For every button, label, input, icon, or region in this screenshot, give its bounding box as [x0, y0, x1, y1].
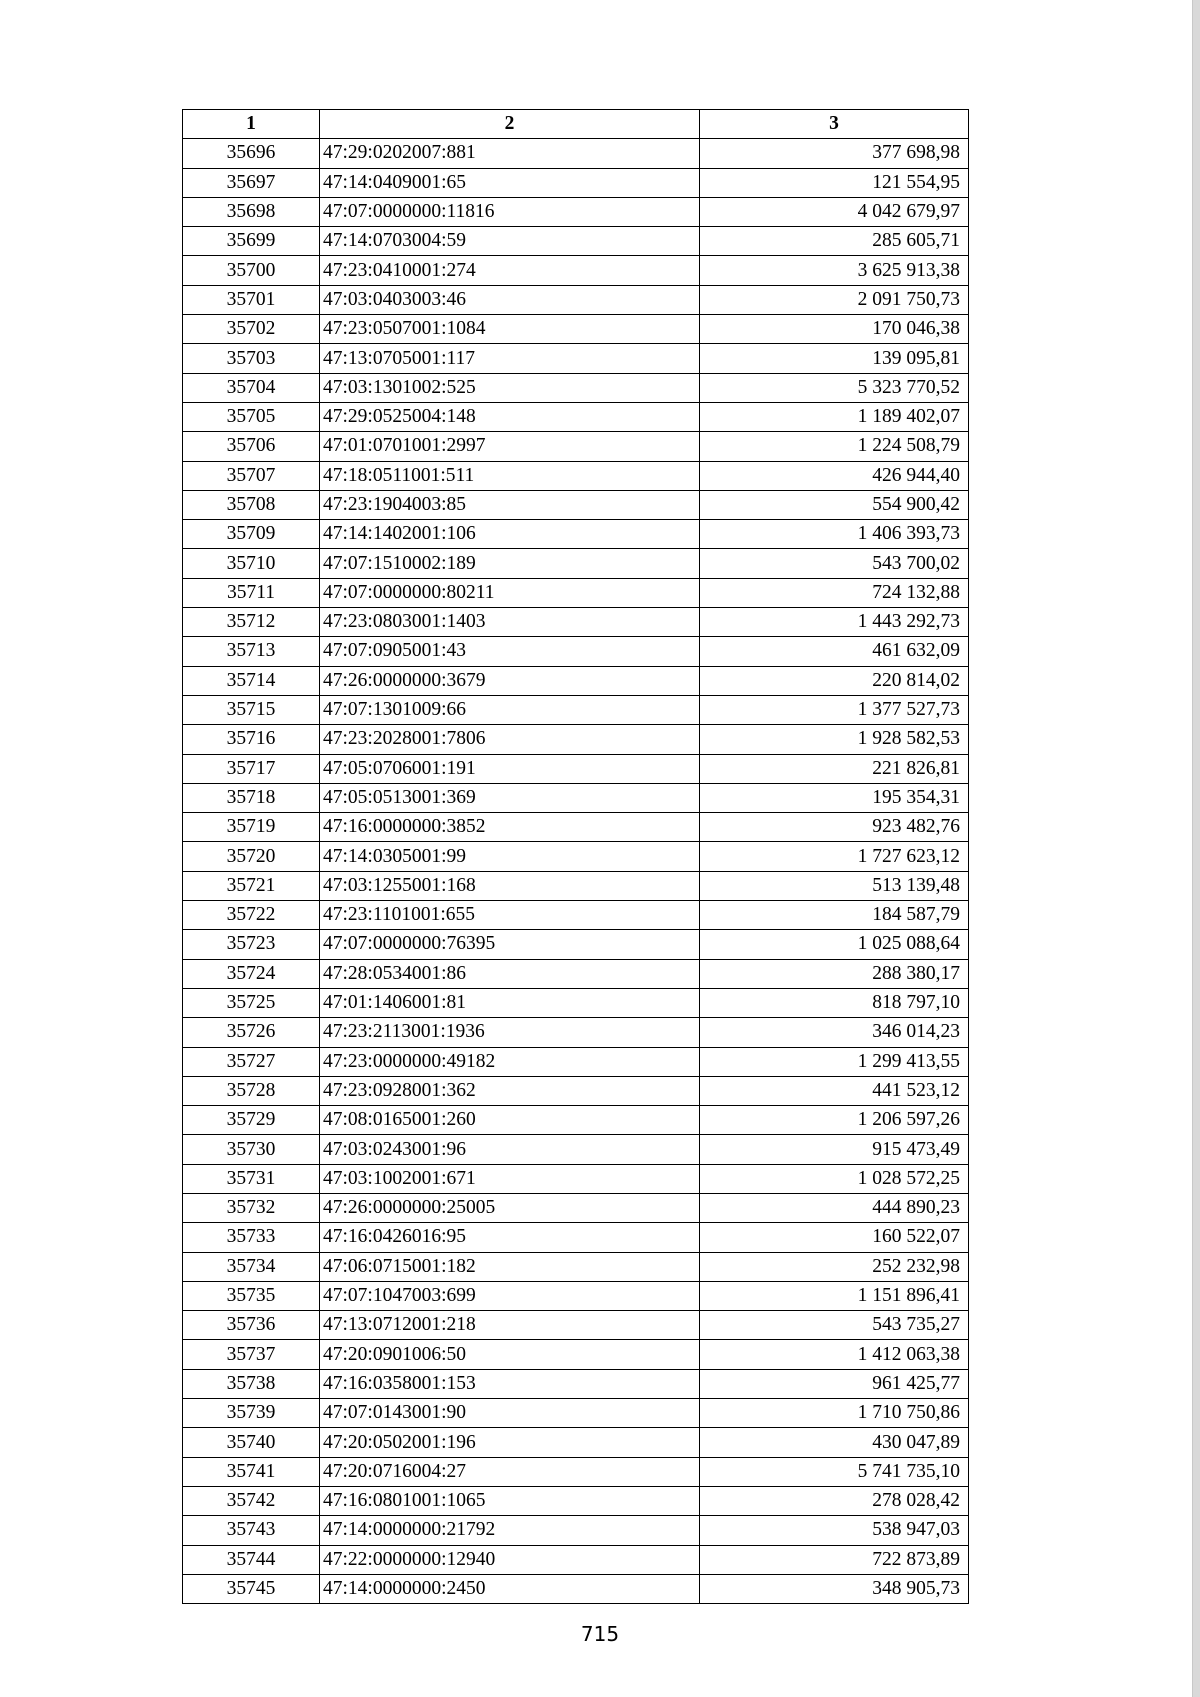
row-number-cell: 35717: [183, 754, 320, 783]
value-cell: 278 028,42: [700, 1486, 969, 1515]
table-row: [183, 315, 969, 344]
table-row: [183, 959, 969, 988]
row-number-cell: 35741: [183, 1457, 320, 1486]
column-header-1: 1: [183, 110, 320, 139]
cadastral-number-cell: 47:14:0305001:99: [320, 842, 700, 871]
value-cell: 724 132,88: [700, 578, 969, 607]
value-cell: 1 028 572,25: [700, 1164, 969, 1193]
table-row: [183, 197, 969, 226]
table-header-row: [183, 110, 969, 139]
cadastral-number-cell: 47:01:0701001:2997: [320, 432, 700, 461]
value-cell: 1 377 527,73: [700, 695, 969, 724]
value-cell: 3 625 913,38: [700, 256, 969, 285]
table-row: [183, 1281, 969, 1310]
value-cell: 1 206 597,26: [700, 1106, 969, 1135]
row-number-cell: 35707: [183, 461, 320, 490]
value-cell: 5 741 735,10: [700, 1457, 969, 1486]
row-number-cell: 35742: [183, 1486, 320, 1515]
row-number-cell: 35712: [183, 608, 320, 637]
value-cell: 139 095,81: [700, 344, 969, 373]
value-cell: 513 139,48: [700, 871, 969, 900]
cadastral-number-cell: 47:05:0706001:191: [320, 754, 700, 783]
cadastral-number-cell: 47:07:1301009:66: [320, 695, 700, 724]
table-row: [183, 1428, 969, 1457]
row-number-cell: 35697: [183, 168, 320, 197]
row-number-cell: 35705: [183, 402, 320, 431]
table-row: [183, 725, 969, 754]
table-row: [183, 1164, 969, 1193]
page-number: 715: [580, 1622, 620, 1646]
cadastral-number-cell: 47:14:0409001:65: [320, 168, 700, 197]
row-number-cell: 35725: [183, 988, 320, 1017]
row-number-cell: 35733: [183, 1223, 320, 1252]
cadastral-number-cell: 47:22:0000000:12940: [320, 1545, 700, 1574]
table-body: [183, 139, 969, 1604]
row-number-cell: 35736: [183, 1311, 320, 1340]
value-cell: 1 189 402,07: [700, 402, 969, 431]
cadastral-number-cell: 47:14:1402001:106: [320, 520, 700, 549]
table-row: [183, 373, 969, 402]
table-row: [183, 1457, 969, 1486]
row-number-cell: 35721: [183, 871, 320, 900]
cadastral-number-cell: 47:23:0928001:362: [320, 1076, 700, 1105]
value-cell: 184 587,79: [700, 901, 969, 930]
value-cell: 4 042 679,97: [700, 197, 969, 226]
row-number-cell: 35722: [183, 901, 320, 930]
cadastral-number-cell: 47:29:0525004:148: [320, 402, 700, 431]
row-number-cell: 35709: [183, 520, 320, 549]
value-cell: 348 905,73: [700, 1574, 969, 1603]
row-number-cell: 35728: [183, 1076, 320, 1105]
table-row: [183, 578, 969, 607]
value-cell: 377 698,98: [700, 139, 969, 168]
row-number-cell: 35731: [183, 1164, 320, 1193]
table-row: [183, 608, 969, 637]
row-number-cell: 35716: [183, 725, 320, 754]
value-cell: 722 873,89: [700, 1545, 969, 1574]
cadastral-number-cell: 47:23:2028001:7806: [320, 725, 700, 754]
cadastral-number-cell: 47:20:0716004:27: [320, 1457, 700, 1486]
value-cell: 288 380,17: [700, 959, 969, 988]
column-header-3: 3: [700, 110, 969, 139]
row-number-cell: 35701: [183, 285, 320, 314]
row-number-cell: 35724: [183, 959, 320, 988]
value-cell: 1 412 063,38: [700, 1340, 969, 1369]
cadastral-number-cell: 47:23:1101001:655: [320, 901, 700, 930]
table-row: [183, 168, 969, 197]
table-row: [183, 1545, 969, 1574]
table-row: [183, 1193, 969, 1222]
cadastral-number-cell: 47:23:0410001:274: [320, 256, 700, 285]
value-cell: 543 735,27: [700, 1311, 969, 1340]
cadastral-number-cell: 47:13:0712001:218: [320, 1311, 700, 1340]
value-cell: 444 890,23: [700, 1193, 969, 1222]
cadastral-number-cell: 47:14:0703004:59: [320, 227, 700, 256]
value-cell: 461 632,09: [700, 637, 969, 666]
row-number-cell: 35743: [183, 1516, 320, 1545]
cadastral-number-cell: 47:01:1406001:81: [320, 988, 700, 1017]
row-number-cell: 35740: [183, 1428, 320, 1457]
value-cell: 285 605,71: [700, 227, 969, 256]
cadastral-number-cell: 47:03:0403003:46: [320, 285, 700, 314]
table-row: [183, 1516, 969, 1545]
cadastral-number-cell: 47:26:0000000:25005: [320, 1193, 700, 1222]
table-row: [183, 1106, 969, 1135]
data-table: [182, 109, 969, 1604]
value-cell: 1 151 896,41: [700, 1281, 969, 1310]
row-number-cell: 35708: [183, 490, 320, 519]
table-row: [183, 813, 969, 842]
row-number-cell: 35703: [183, 344, 320, 373]
value-cell: 195 354,31: [700, 783, 969, 812]
cadastral-number-cell: 47:07:0143001:90: [320, 1399, 700, 1428]
row-number-cell: 35735: [183, 1281, 320, 1310]
cadastral-number-cell: 47:16:0801001:1065: [320, 1486, 700, 1515]
row-number-cell: 35718: [183, 783, 320, 812]
cadastral-number-cell: 47:03:1255001:168: [320, 871, 700, 900]
table-row: [183, 783, 969, 812]
cadastral-number-cell: 47:03:1301002:525: [320, 373, 700, 402]
table-row: [183, 1223, 969, 1252]
table-row: [183, 1486, 969, 1515]
cadastral-number-cell: 47:05:0513001:369: [320, 783, 700, 812]
cadastral-number-cell: 47:16:0000000:3852: [320, 813, 700, 842]
cadastral-number-cell: 47:08:0165001:260: [320, 1106, 700, 1135]
table-row: [183, 637, 969, 666]
row-number-cell: 35732: [183, 1193, 320, 1222]
value-cell: 818 797,10: [700, 988, 969, 1017]
cadastral-number-cell: 47:06:0715001:182: [320, 1252, 700, 1281]
value-cell: 170 046,38: [700, 315, 969, 344]
table-row: [183, 490, 969, 519]
cadastral-number-cell: 47:28:0534001:86: [320, 959, 700, 988]
value-cell: 923 482,76: [700, 813, 969, 842]
table-row: [183, 520, 969, 549]
table-row: [183, 432, 969, 461]
table-row: [183, 1399, 969, 1428]
page-edge: [1192, 0, 1200, 1697]
table-container: [182, 109, 968, 1604]
row-number-cell: 35699: [183, 227, 320, 256]
table-row: [183, 1047, 969, 1076]
value-cell: 1 928 582,53: [700, 725, 969, 754]
value-cell: 1 727 623,12: [700, 842, 969, 871]
table-row: [183, 549, 969, 578]
table-row: [183, 256, 969, 285]
row-number-cell: 35739: [183, 1399, 320, 1428]
row-number-cell: 35726: [183, 1018, 320, 1047]
table-row: [183, 666, 969, 695]
table-row: [183, 1018, 969, 1047]
cadastral-number-cell: 47:26:0000000:3679: [320, 666, 700, 695]
value-cell: 1 406 393,73: [700, 520, 969, 549]
table-row: [183, 227, 969, 256]
table-row: [183, 871, 969, 900]
row-number-cell: 35727: [183, 1047, 320, 1076]
value-cell: 1 224 508,79: [700, 432, 969, 461]
cadastral-number-cell: 47:07:0000000:11816: [320, 197, 700, 226]
table-row: [183, 695, 969, 724]
cadastral-number-cell: 47:23:1904003:85: [320, 490, 700, 519]
value-cell: 2 091 750,73: [700, 285, 969, 314]
row-number-cell: 35715: [183, 695, 320, 724]
row-number-cell: 35729: [183, 1106, 320, 1135]
value-cell: 121 554,95: [700, 168, 969, 197]
table-row: [183, 754, 969, 783]
value-cell: 160 522,07: [700, 1223, 969, 1252]
cadastral-number-cell: 47:13:0705001:117: [320, 344, 700, 373]
row-number-cell: 35737: [183, 1340, 320, 1369]
cadastral-number-cell: 47:20:0502001:196: [320, 1428, 700, 1457]
value-cell: 1 025 088,64: [700, 930, 969, 959]
table-row: [183, 930, 969, 959]
cadastral-number-cell: 47:07:0000000:80211: [320, 578, 700, 607]
cadastral-number-cell: 47:07:0905001:43: [320, 637, 700, 666]
row-number-cell: 35706: [183, 432, 320, 461]
table-row: [183, 139, 969, 168]
cadastral-number-cell: 47:07:1510002:189: [320, 549, 700, 578]
cadastral-number-cell: 47:14:0000000:2450: [320, 1574, 700, 1603]
table-row: [183, 901, 969, 930]
table-row: [183, 1340, 969, 1369]
row-number-cell: 35711: [183, 578, 320, 607]
value-cell: 221 826,81: [700, 754, 969, 783]
cadastral-number-cell: 47:23:2113001:1936: [320, 1018, 700, 1047]
row-number-cell: 35730: [183, 1135, 320, 1164]
value-cell: 554 900,42: [700, 490, 969, 519]
table-row: [183, 842, 969, 871]
value-cell: 441 523,12: [700, 1076, 969, 1105]
value-cell: 5 323 770,52: [700, 373, 969, 402]
cadastral-number-cell: 47:29:0202007:881: [320, 139, 700, 168]
row-number-cell: 35745: [183, 1574, 320, 1603]
table-row: [183, 1076, 969, 1105]
row-number-cell: 35734: [183, 1252, 320, 1281]
row-number-cell: 35714: [183, 666, 320, 695]
cadastral-number-cell: 47:03:1002001:671: [320, 1164, 700, 1193]
cadastral-number-cell: 47:20:0901006:50: [320, 1340, 700, 1369]
value-cell: 1 710 750,86: [700, 1399, 969, 1428]
row-number-cell: 35713: [183, 637, 320, 666]
value-cell: 1 299 413,55: [700, 1047, 969, 1076]
value-cell: 426 944,40: [700, 461, 969, 490]
row-number-cell: 35719: [183, 813, 320, 842]
cadastral-number-cell: 47:23:0803001:1403: [320, 608, 700, 637]
cadastral-number-cell: 47:03:0243001:96: [320, 1135, 700, 1164]
column-header-2: 2: [320, 110, 700, 139]
value-cell: 543 700,02: [700, 549, 969, 578]
row-number-cell: 35704: [183, 373, 320, 402]
row-number-cell: 35738: [183, 1369, 320, 1398]
row-number-cell: 35720: [183, 842, 320, 871]
cadastral-number-cell: 47:23:0507001:1084: [320, 315, 700, 344]
row-number-cell: 35700: [183, 256, 320, 285]
table-row: [183, 1135, 969, 1164]
value-cell: 346 014,23: [700, 1018, 969, 1047]
table-row: [183, 1369, 969, 1398]
row-number-cell: 35696: [183, 139, 320, 168]
cadastral-number-cell: 47:23:0000000:49182: [320, 1047, 700, 1076]
row-number-cell: 35744: [183, 1545, 320, 1574]
value-cell: 915 473,49: [700, 1135, 969, 1164]
value-cell: 961 425,77: [700, 1369, 969, 1398]
value-cell: 430 047,89: [700, 1428, 969, 1457]
table-row: [183, 285, 969, 314]
table-row: [183, 461, 969, 490]
row-number-cell: 35723: [183, 930, 320, 959]
table-row: [183, 344, 969, 373]
value-cell: 220 814,02: [700, 666, 969, 695]
cadastral-number-cell: 47:16:0426016:95: [320, 1223, 700, 1252]
value-cell: 1 443 292,73: [700, 608, 969, 637]
table-row: [183, 1252, 969, 1281]
cadastral-number-cell: 47:07:1047003:699: [320, 1281, 700, 1310]
row-number-cell: 35710: [183, 549, 320, 578]
table-row: [183, 402, 969, 431]
value-cell: 252 232,98: [700, 1252, 969, 1281]
row-number-cell: 35698: [183, 197, 320, 226]
value-cell: 538 947,03: [700, 1516, 969, 1545]
table-row: [183, 988, 969, 1017]
table-row: [183, 1574, 969, 1603]
cadastral-number-cell: 47:14:0000000:21792: [320, 1516, 700, 1545]
cadastral-number-cell: 47:07:0000000:76395: [320, 930, 700, 959]
row-number-cell: 35702: [183, 315, 320, 344]
cadastral-number-cell: 47:18:0511001:511: [320, 461, 700, 490]
table-row: [183, 1311, 969, 1340]
cadastral-number-cell: 47:16:0358001:153: [320, 1369, 700, 1398]
